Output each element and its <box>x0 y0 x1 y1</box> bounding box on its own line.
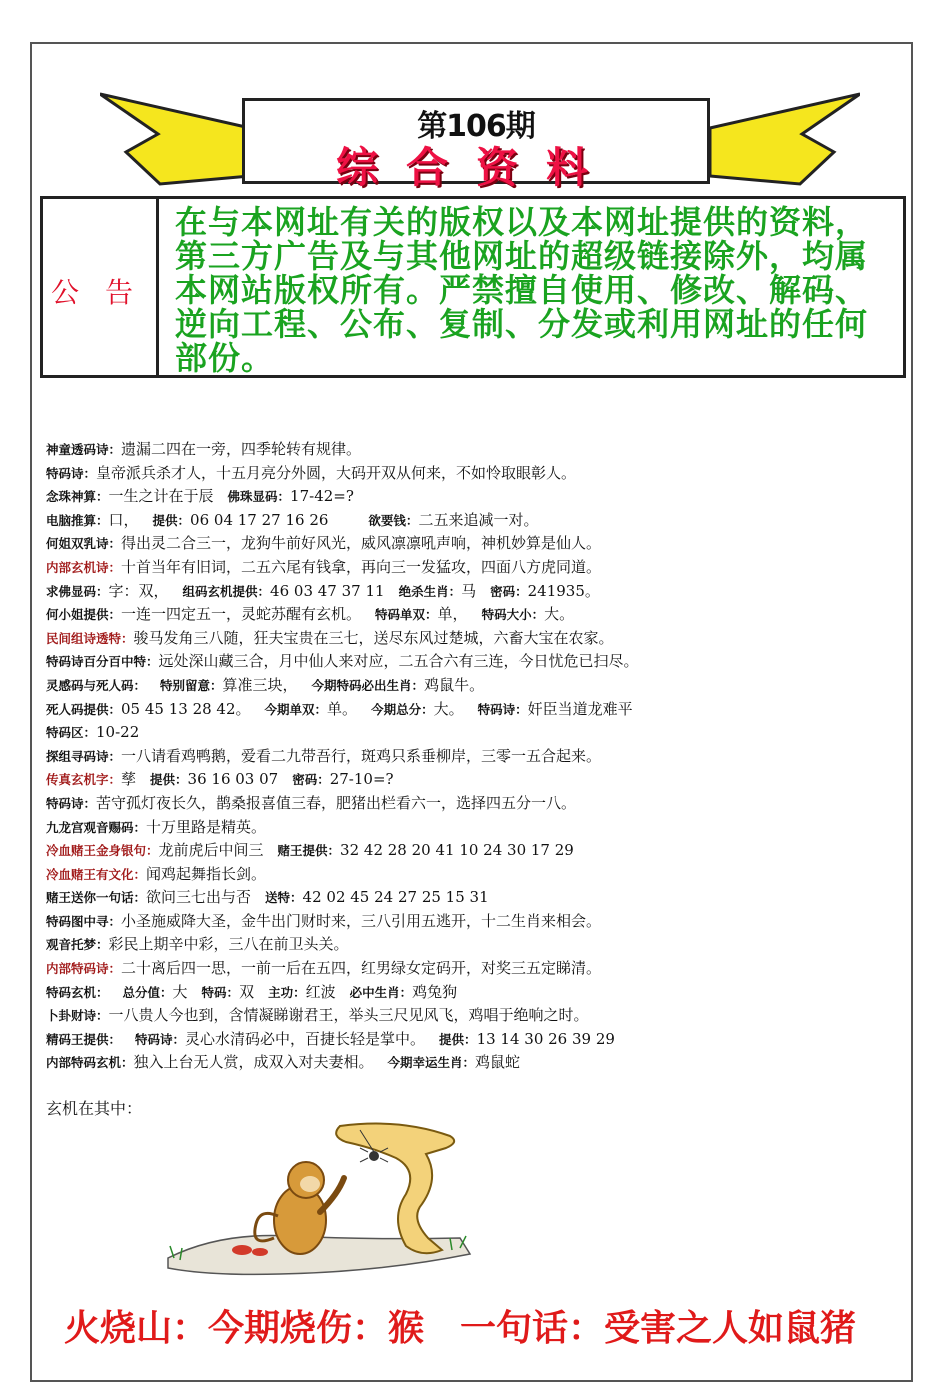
tip-key: 精码王提供： <box>46 1031 122 1047</box>
tip-line <box>46 438 906 462</box>
tip-key: 送特： <box>265 890 303 906</box>
tip-key: 提供： <box>152 512 191 528</box>
tip-line <box>46 933 906 957</box>
tip-key: 赌王送你一句话： <box>46 890 147 906</box>
tip-key: 总分值： <box>122 984 173 1000</box>
tip-value: 皇帝派兵杀才人，十五月亮分外圆，大码开双从何来，不如怜取眼彰人。 <box>96 463 577 482</box>
tip-value: 一八贵人今也到，含情凝睇谢君王，举头三尺见风飞，鸡唱于绝响之时。 <box>108 1006 589 1025</box>
tip-key: 特码诗： <box>46 795 97 811</box>
tip-line <box>46 698 906 722</box>
tip-key: 特码单双： <box>375 607 438 623</box>
tip-line <box>46 839 906 863</box>
tip-line <box>46 1004 906 1028</box>
tip-line <box>46 509 906 533</box>
tip-line <box>46 674 906 698</box>
tip-value: 灵心水清码必中，百捷长轻是掌中。 <box>185 1029 426 1048</box>
tip-key: 特别留意： <box>160 677 223 693</box>
tip-value: 独入上台无人赏，成双入对夫妻相。 <box>133 1053 374 1072</box>
tip-key: 特码图中寻： <box>46 913 122 929</box>
tip-key: 传真玄机字： <box>46 772 122 788</box>
tip-value: 龙前虎后中间三 <box>158 841 264 860</box>
tip-value: 鸡鼠蛇 <box>475 1053 521 1072</box>
tip-value: 孳 <box>121 770 137 789</box>
monkey-cartoon-illustration <box>160 1108 490 1284</box>
tip-key: 灵感码与死人码： <box>46 677 147 693</box>
notice-label-cell <box>43 199 159 375</box>
tip-line <box>46 532 906 556</box>
tip-value: 二五来追减一对。 <box>418 510 539 529</box>
tip-key: 何姐双乳诗： <box>46 536 122 552</box>
tip-key: 内部特码诗： <box>46 961 122 977</box>
title-box <box>242 98 710 192</box>
tip-line <box>46 650 906 674</box>
tip-line <box>46 792 906 816</box>
tip-value: 小圣施威降大圣，金牛出门财时来，三八引用五逃开，十二生肖来相会。 <box>121 911 602 930</box>
tip-value: 大。 <box>544 605 575 624</box>
notice-text: 在与本网址有关的版权以及本网址提供的资料，第三方广告及与其他网址的超级链接除外，均属本网站版权所有。严禁擅自使用、修改、解码、逆向工程、公布、复制、分发或利用网址的任何部份。 <box>175 203 869 377</box>
issue-number: 第106期 <box>417 109 535 144</box>
tip-list <box>46 438 906 1075</box>
tip-value: 鸡鼠牛。 <box>424 675 485 694</box>
bottom-right-text: 一句话：受害之人如鼠猪 <box>460 1307 857 1349</box>
tip-value: 13 14 30 26 39 29 <box>476 1029 615 1048</box>
tip-key: 特码诗： <box>135 1031 186 1047</box>
tip-line <box>46 485 906 509</box>
tip-key: 绝杀生肖： <box>398 583 462 599</box>
tip-key: 特码： <box>201 984 240 1000</box>
notice-box <box>40 196 906 378</box>
tip-value: 一生之计在于辰 <box>108 487 214 506</box>
tip-line <box>46 768 906 792</box>
tip-key: 今期单双： <box>264 701 328 717</box>
tip-value: 遗漏二四在一旁，四季轮转有规律。 <box>121 440 362 458</box>
tip-value: 算准三块， <box>222 675 298 694</box>
tip-key: 今期特码必出生肖： <box>311 677 425 693</box>
tip-value: 大 <box>172 982 188 1001</box>
bottom-left-text: 火烧山：今期烧伤：猴 <box>64 1307 425 1349</box>
tip-key: 何小姐提供： <box>46 607 122 623</box>
tip-value: 闻鸡起舞指长剑。 <box>146 864 267 883</box>
tip-key: 特码大小： <box>481 607 545 623</box>
tip-key: 内部特码玄机： <box>46 1055 134 1071</box>
tip-value: 骏马发角三八随，狂夫宝贵在三七，送尽东风过楚城，六畜大宝在农家。 <box>133 628 614 647</box>
tip-key: 特码诗： <box>46 465 97 481</box>
tip-line <box>46 580 906 604</box>
tip-value: 得出灵二合三一，龙狗牛前好风光，威风凛凛吼声响，神机妙算是仙人。 <box>121 534 602 553</box>
tip-value: 远处深山藏三合，月中仙人来对应，二五合六有三连，今日忧危已扫尽。 <box>158 652 639 671</box>
tip-key: 卜卦财诗： <box>46 1008 109 1024</box>
tip-value: 241935。 <box>527 581 600 600</box>
tip-value: 苦守孤灯夜长久，鹊桑报喜值三春，肥猪出栏看六一，选择四五分一八。 <box>96 793 577 812</box>
tip-value: 06 04 17 27 16 26 <box>190 510 329 529</box>
tip-value: 17-42=? <box>290 487 354 506</box>
tip-key: 九龙宫观音赐码： <box>46 819 147 835</box>
tip-line <box>46 1028 906 1052</box>
tip-key: 组码玄机提供： <box>182 583 271 599</box>
tip-line <box>46 863 906 887</box>
tip-line <box>46 981 906 1005</box>
tip-value: 马 <box>461 581 477 600</box>
tip-line <box>46 745 906 769</box>
tip-value: 46 03 47 37 11 <box>270 581 385 600</box>
tip-value: 05 45 13 28 42。 <box>121 699 251 718</box>
tip-line <box>46 957 906 981</box>
tip-key: 密码： <box>292 772 330 788</box>
tip-value: 42 02 45 24 27 25 15 31 <box>302 888 489 907</box>
tip-value: 10-22 <box>96 723 140 742</box>
tip-key: 赌王提供： <box>277 843 341 859</box>
tip-key: 内部玄机诗： <box>46 559 122 575</box>
page-title: 综合资料 <box>335 143 616 192</box>
tip-key: 冷血赌王有文化： <box>46 866 147 882</box>
tip-key: 冷血赌王金身银句： <box>46 843 159 859</box>
tip-value: 一八请看鸡鸭鹅，爱看二九带吾行，斑鸡只系垂柳岸，三零一五合起来。 <box>121 746 602 765</box>
tip-value: 大。 <box>433 699 464 718</box>
tip-key: 探组寻码诗： <box>46 748 122 764</box>
tip-key: 念珠神算： <box>46 489 109 505</box>
tip-key: 提供： <box>150 772 188 788</box>
tip-value: 单， <box>437 605 468 624</box>
tip-key: 特码区： <box>46 725 97 741</box>
tip-value: 36 16 03 07 <box>187 770 279 789</box>
tip-key: 观音托梦： <box>46 937 109 953</box>
tip-key: 密码： <box>490 583 528 599</box>
tip-value: 十万里路是精英。 <box>146 817 267 836</box>
tip-key: 今期总分： <box>371 701 434 717</box>
tip-value: 鸡兔狗 <box>412 982 458 1001</box>
tip-key: 电脑推算： <box>46 512 109 528</box>
tip-key: 特码诗： <box>477 701 528 717</box>
tip-value: 彩民上期辛中彩，三八在前卫头关。 <box>108 935 349 954</box>
tip-key: 死人码提供： <box>46 701 122 717</box>
xuanji-label: 玄机在其中： <box>46 1099 143 1118</box>
tip-key: 佛珠显码： <box>227 489 291 505</box>
tip-key: 欲要钱： <box>368 512 419 528</box>
tip-key: 民间组诗透特： <box>46 630 134 646</box>
tip-line <box>46 603 906 627</box>
tip-line <box>46 627 906 651</box>
tip-line <box>46 910 906 934</box>
tip-line <box>46 556 906 580</box>
tip-value: 字：双， <box>108 581 169 600</box>
tip-key: 特码玄机： <box>46 984 109 1000</box>
tip-key: 特码诗百分百中特： <box>46 654 159 670</box>
tip-value: 一连一四定五一，灵蛇苏醒有玄机。 <box>121 605 362 624</box>
tip-key: 今期幸运生肖： <box>387 1055 476 1071</box>
tip-key: 主功： <box>268 984 306 1000</box>
tip-value: 二十离后四一思，一前一后在五四，红男绿女定码开，对奖三五定睇清。 <box>121 959 602 978</box>
bottom-banner <box>64 1300 856 1351</box>
tip-value: 27-10=? <box>329 770 394 789</box>
tip-line <box>46 816 906 840</box>
notice-label: 公告 <box>51 276 160 309</box>
tip-value: 口， <box>108 510 139 529</box>
tip-line <box>46 462 906 486</box>
tip-value: 32 42 28 20 41 10 24 30 17 29 <box>340 841 574 860</box>
tip-key: 提供： <box>439 1031 477 1047</box>
tip-value: 双 <box>239 982 255 1001</box>
tip-key: 神童透码诗： <box>46 442 122 457</box>
tip-value: 单。 <box>327 699 358 718</box>
tip-value: 欲问三七出与否 <box>146 888 252 907</box>
tip-value: 红波 <box>305 982 336 1001</box>
tip-line <box>46 886 906 910</box>
tip-key: 求佛显码： <box>46 583 109 599</box>
tip-value: 十首当年有旧词，二五六尾有钱拿，再向三一发猛攻，四面八方虎同道。 <box>121 557 602 576</box>
tip-value: 奸臣当道龙难平 <box>527 699 633 718</box>
tip-key: 必中生肖： <box>349 984 413 1000</box>
tip-line <box>46 1051 906 1075</box>
tip-line <box>46 721 906 745</box>
